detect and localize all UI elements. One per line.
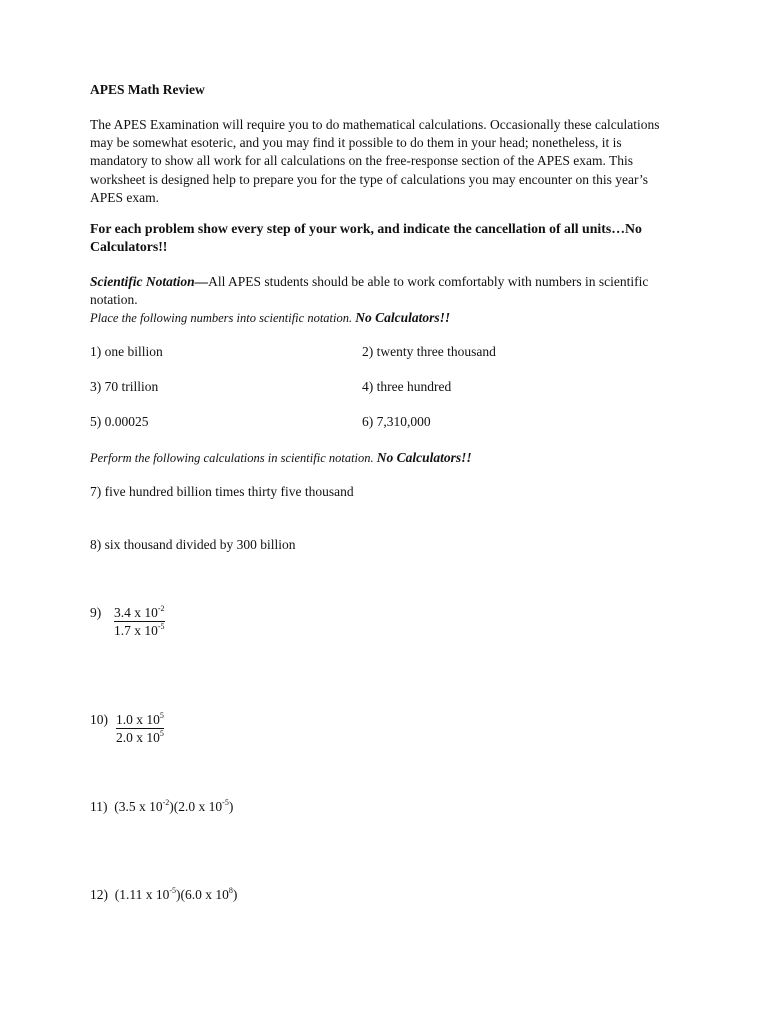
problem-9 (90, 604, 165, 639)
sci-notation-paragraph (90, 273, 680, 308)
denominator-exponent: 5 (159, 729, 164, 738)
numerator (114, 604, 165, 622)
problem-number: 9) (90, 605, 102, 620)
page-title: APES Math Review (90, 82, 205, 97)
problem-number: 1) (90, 344, 102, 359)
problem-text: one billion (104, 344, 163, 359)
problem-4 (362, 378, 451, 396)
problem-12 (90, 886, 237, 904)
factor-a-base: (1.11 x 10 (114, 887, 170, 902)
problem-8: 8) six thousand divided by 300 billion (90, 537, 296, 552)
numerator-exponent: 5 (159, 711, 164, 720)
problem-number: 5) (90, 414, 102, 429)
problem-text: 7,310,000 (376, 414, 431, 429)
problem-1 (90, 343, 163, 361)
sci-dash: — (194, 274, 209, 289)
place-instruction-text: Place the following numbers into scientific notation. (90, 311, 353, 325)
problem-6 (362, 413, 431, 431)
denominator-base: 2.0 x 10 (116, 730, 160, 745)
sci-notation-heading: Scientific Notation (90, 274, 195, 289)
problem-7: 7) five hundred billion times thirty five thousand (90, 484, 354, 499)
closing-paren: ) (232, 887, 238, 902)
place-no-calc: No Calculators!! (355, 310, 451, 325)
denominator (116, 729, 164, 746)
problem-number: 3) (90, 379, 102, 394)
sci-notation-text: All APES students should be able to work comfortably with numbers in scientific notation. (90, 274, 649, 307)
problem-number: 6) (362, 414, 374, 429)
problem-number: 11) (90, 799, 108, 814)
problem-number: 12) (90, 887, 108, 902)
denominator-exponent: -5 (157, 622, 165, 631)
intro-paragraph: The APES Examination will require you to do mathematical calculations. Occasionally these calculations may be somewhat esoteric, and you may find it possible to do them in your head; nonetheless, it is mandatory to show all work for all calculations on the free-response section of the APES exam. This worksheet is designed help to prepare you for the type of calculations you may encounter on this year’s APES exam. (90, 117, 660, 205)
problem-10 (90, 711, 164, 746)
place-instruction (90, 309, 450, 327)
instruction-paragraph: For each problem show every step of your work, and indicate the cancellation of all units…No Calculators!! (90, 221, 642, 254)
problem-11 (90, 798, 233, 816)
problem-2 (362, 343, 496, 361)
problem-5 (90, 413, 149, 431)
factor-b-base: )(6.0 x 10 (176, 887, 229, 902)
perform-no-calc: No Calculators!! (376, 450, 472, 465)
problem-text: 0.00025 (104, 414, 149, 429)
closing-paren: ) (228, 799, 234, 814)
problem-text: twenty three thousand (376, 344, 496, 359)
denominator (114, 622, 165, 639)
numerator-exponent: -2 (157, 604, 165, 613)
factor-b-exponent: 8 (228, 886, 233, 895)
factor-a-exponent: -5 (169, 886, 177, 895)
factor-a-exponent: -2 (162, 798, 170, 807)
problem-3 (90, 378, 158, 396)
problem-number: 4) (362, 379, 374, 394)
problem-number: 10) (90, 712, 108, 727)
numerator-base: 3.4 x 10 (114, 605, 158, 620)
factor-a-base: (3.5 x 10 (114, 799, 163, 814)
numerator (116, 711, 164, 729)
problem-number: 2) (362, 344, 374, 359)
problem-text: three hundred (376, 379, 452, 394)
problem-text: 70 trillion (104, 379, 159, 394)
perform-instruction (90, 449, 472, 467)
factor-b-base: )(2.0 x 10 (169, 799, 223, 814)
denominator-base: 1.7 x 10 (114, 623, 158, 638)
factor-b-exponent: -5 (222, 798, 229, 807)
numerator-base: 1.0 x 10 (116, 712, 160, 727)
perform-instruction-text: Perform the following calculations in scientific notation. (90, 451, 374, 465)
